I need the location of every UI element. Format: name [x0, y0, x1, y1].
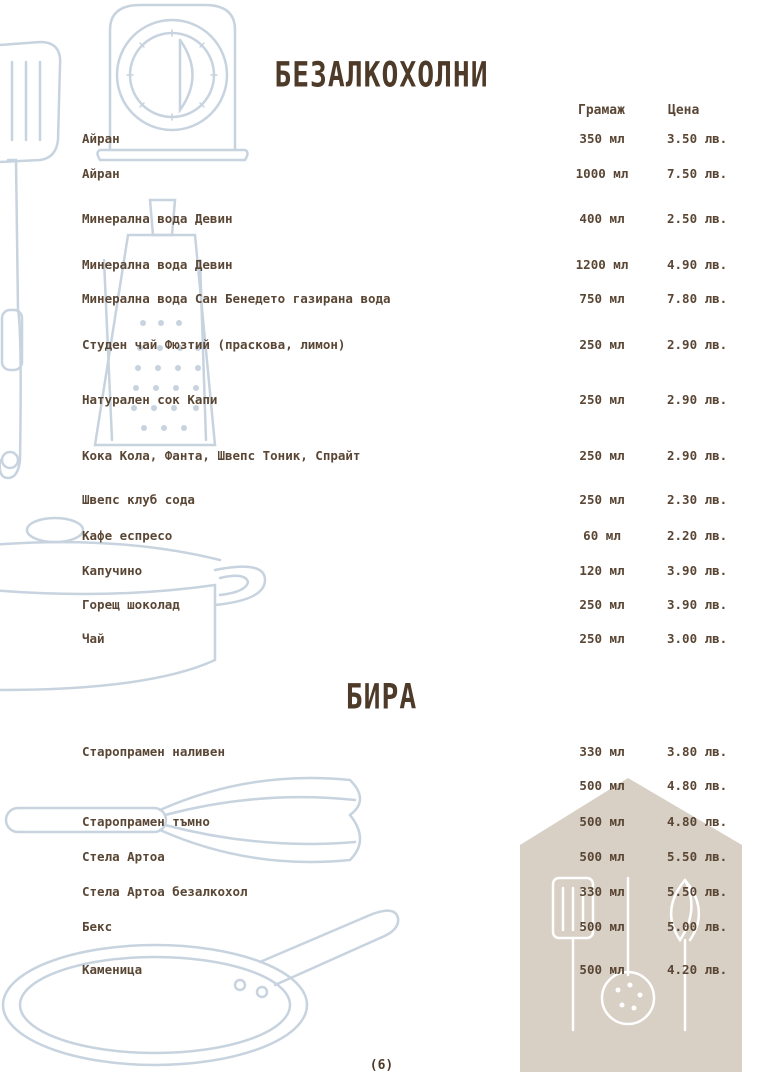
item-price: 5.50 лв. — [667, 884, 728, 899]
item-price: 7.80 лв. — [667, 291, 728, 306]
item-name: Студен чай Фюзтий (праскова, лимон) — [82, 337, 346, 352]
soft-drink-row — [0, 392, 763, 410]
item-name: Стела Артоа — [82, 849, 165, 864]
item-name: Горещ шоколад — [82, 597, 180, 612]
beer-row — [0, 919, 763, 937]
item-price: 3.50 лв. — [667, 131, 728, 146]
soft-drink-row — [0, 211, 763, 229]
item-price: 3.90 лв. — [667, 597, 728, 612]
soft-drink-row — [0, 291, 763, 309]
page-number: (6) — [369, 1058, 394, 1073]
item-volume: 500 мл — [579, 919, 625, 934]
item-price: 5.50 лв. — [667, 849, 728, 864]
item-volume: 500 мл — [579, 962, 625, 977]
item-price: 4.80 лв. — [667, 814, 728, 829]
item-volume: 250 мл — [579, 337, 625, 352]
beer-row — [0, 814, 763, 832]
item-volume: 330 мл — [579, 744, 625, 759]
column-header-price: Цена — [668, 103, 700, 118]
item-name: Минерална вода Сан Бенедето газирана вода — [82, 291, 391, 306]
item-name: Старопрамен тъмно — [82, 814, 210, 829]
item-price: 4.90 лв. — [667, 257, 728, 272]
item-price: 5.00 лв. — [667, 919, 728, 934]
item-name: Кока Кола, Фанта, Швепс Тоник, Спрайт — [82, 448, 361, 463]
item-name: Кафе еспресо — [82, 528, 173, 543]
item-name: Швепс клуб сода — [82, 492, 195, 507]
item-name: Бекс — [82, 919, 113, 934]
item-price: 7.50 лв. — [667, 166, 728, 181]
item-volume: 250 мл — [579, 492, 625, 507]
item-volume: 120 мл — [579, 563, 625, 578]
beer-row — [0, 778, 763, 796]
beer-row — [0, 884, 763, 902]
item-price: 2.50 лв. — [667, 211, 728, 226]
item-volume: 1000 мл — [575, 166, 629, 181]
beer-row — [0, 849, 763, 867]
column-header-volume: Грамаж — [578, 103, 625, 118]
item-name: Айран — [82, 131, 120, 146]
item-name: Минерална вода Девин — [82, 257, 233, 272]
item-volume: 330 мл — [579, 884, 625, 899]
item-volume: 350 мл — [579, 131, 625, 146]
item-price: 3.90 лв. — [667, 563, 728, 578]
item-name: Каменица — [82, 962, 143, 977]
item-price: 2.90 лв. — [667, 337, 728, 352]
item-price: 2.90 лв. — [667, 392, 728, 407]
item-volume: 250 мл — [579, 392, 625, 407]
item-volume: 750 мл — [579, 291, 625, 306]
item-volume: 1200 мл — [575, 257, 629, 272]
item-name: Айран — [82, 166, 120, 181]
soft-drink-row — [0, 631, 763, 649]
beer-row — [0, 962, 763, 980]
item-price: 2.20 лв. — [667, 528, 728, 543]
soft-drink-row — [0, 563, 763, 581]
item-name: Капучино — [82, 563, 143, 578]
item-volume: 250 мл — [579, 631, 625, 646]
beer-row — [0, 744, 763, 762]
soft-drink-row — [0, 166, 763, 184]
item-volume: 60 мл — [583, 528, 621, 543]
item-volume: 400 мл — [579, 211, 625, 226]
soft-drink-row — [0, 131, 763, 149]
item-price: 3.80 лв. — [667, 744, 728, 759]
item-price: 2.30 лв. — [667, 492, 728, 507]
item-name: Чай — [82, 631, 105, 646]
item-price: 2.90 лв. — [667, 448, 728, 463]
soft-drink-row — [0, 337, 763, 355]
item-volume: 500 мл — [579, 849, 625, 864]
soft-drink-row — [0, 257, 763, 275]
item-price: 4.80 лв. — [667, 778, 728, 793]
item-volume: 500 мл — [579, 814, 625, 829]
soft-drink-row — [0, 528, 763, 546]
item-name: Натурален сок Капи — [82, 392, 218, 407]
item-name: Старопрамен наливен — [82, 744, 225, 759]
section-title-beer: БИРА — [345, 675, 418, 718]
section-title-soft-drinks: БЕЗАЛКОХОЛНИ — [274, 53, 489, 96]
soft-drink-row — [0, 597, 763, 615]
item-name: Минерална вода Девин — [82, 211, 233, 226]
item-price: 3.00 лв. — [667, 631, 728, 646]
item-name: Стела Артоа безалкохол — [82, 884, 248, 899]
item-volume: 250 мл — [579, 448, 625, 463]
soft-drink-row — [0, 448, 763, 466]
item-price: 4.20 лв. — [667, 962, 728, 977]
item-volume: 500 мл — [579, 778, 625, 793]
soft-drink-row — [0, 492, 763, 510]
item-volume: 250 мл — [579, 597, 625, 612]
